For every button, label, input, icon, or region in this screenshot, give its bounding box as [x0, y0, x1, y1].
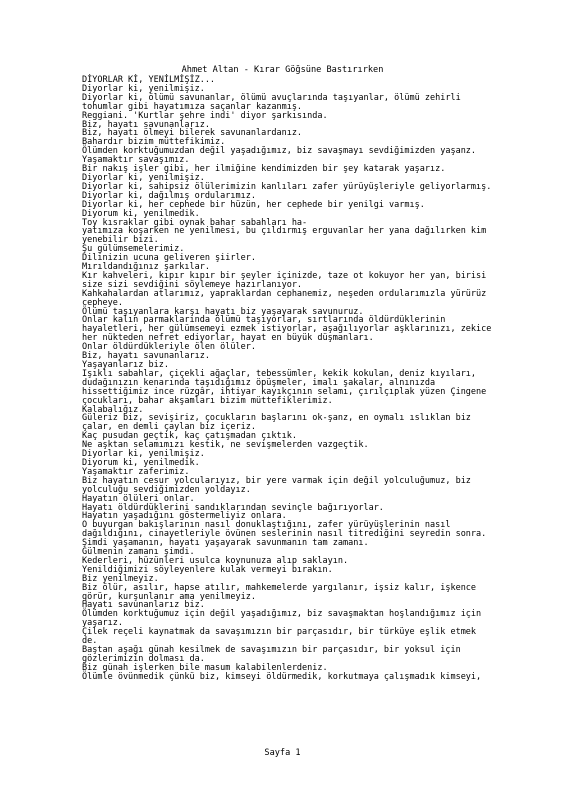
- text-line: Biz ölür, asılır, hapse atılır, mahkemelerde yargılanır, işsiz kalır, işkence: [82, 582, 477, 593]
- text-line: tohumlar gibi hayatımıza saçanlar kazanmış.: [82, 101, 303, 112]
- text-line: Dilinizin ucuna geliveren şiirler.: [82, 253, 256, 264]
- text-line: Bir nakış işler gibi, her ilmiğine kendimizden bir şey katarak yaşarız.: [82, 164, 446, 175]
- text-line: Diyorum ki, yenilmedik.: [82, 457, 200, 468]
- text-line: yolculuğu sevdiğimizden yoldayız.: [82, 484, 251, 495]
- text-line: Diyorlar ki, dağılmış ordularımız.: [82, 190, 256, 201]
- text-line: Yenildiğimizi söyleyenlere kulak vermeyi bırakın.: [82, 564, 333, 575]
- text-line: Bahardır bizim müttefikimiz.: [82, 137, 226, 148]
- text-line: cepheye.: [82, 297, 123, 308]
- text-line: her nükteden nefret ediyorlar, hayat en büyük düşmanları.: [82, 333, 374, 344]
- text-line: Biz, hayatı savunanlarız.: [82, 351, 210, 362]
- text-line: DİYORLAR Kİ, YENİLMİŞİZ...: [82, 75, 216, 85]
- text-line: Yaşayanlarız biz.: [82, 360, 169, 370]
- text-line: görür, kurşunlanır ama yenilmeyiz.: [82, 591, 256, 602]
- text-line: Ölümden korktuğumuz için değil yaşadığımız, biz savaşmaktan hoşlandığımız için: [82, 609, 482, 620]
- text-line: Mırıldandığınız şarkılar.: [82, 262, 210, 273]
- text-line: Diyorlar ki, her cephede bir hüzün, her cephede bir yenilgi varmış.: [82, 199, 425, 210]
- text-line: Hayatın ölüleri onlar.: [82, 493, 195, 504]
- text-line: Şu gülümsemelerimiz.: [82, 244, 185, 255]
- text-line: yaşarız.: [82, 618, 123, 629]
- text-line: Kederleri, hüzünleri usulca koynunuza alıp saklayın.: [82, 555, 349, 566]
- text-line: Diyorlar ki, sahipsiz ölülerimizin kanlıları zafer yürüyüşleriyle geliyorlarmış.: [82, 181, 492, 192]
- text-line: Onlar öldürdükleriyle ölen ölüler.: [82, 342, 256, 353]
- text-line: Kaç pusudan geçtik, kaç çatışmadan çıktık.: [82, 431, 297, 442]
- text-line: Baştan aşağı günah kesilmek de savaşımızın bir parçasıdır, bir yoksul için: [82, 645, 461, 655]
- text-line: Biz hayatın cesur yolcularıyız, bir yere varmak için değil yolculuğumuz, biz: [82, 475, 471, 486]
- text-line: hayaletleri, her gülümsemeyi ezmek istiyorlar, aşağılıyorlar aşklarınızı, zekice: [82, 324, 492, 335]
- text-line: çocukları, bahar akşamları bizim müttefiklerimiz.: [82, 395, 333, 406]
- text-line: Biz, hayatı ölmeyi bilerek savunanlardanız.: [82, 128, 303, 139]
- text-line: dudağınızın kenarında taşıdığımız öpüşmeler, imalı şakalar, alnınızda: [82, 377, 436, 388]
- text-line: Ölümle övünmedik çünkü biz, kimseyi öldürmedik, korkutmaya çalışmadık kimseyi,: [82, 671, 482, 682]
- text-line: hissettiğimiz ince rüzgâr, ihtiyar kayıkçının selamı, çırılçıplak yüzen Çingene: [82, 386, 487, 397]
- text-line: Biz, hayatı savunanlarız.: [82, 119, 210, 130]
- text-line: Kır kahveleri, kıpır kıpır bir şeyler içinizde, taze ot kokuyor her yan, birisi: [82, 270, 487, 281]
- text-line: Biz günah işlerken bile masum kalabilenlerdeniz.: [82, 662, 328, 673]
- text-line: Hayatı savunanlarız biz.: [82, 600, 205, 611]
- text-line: Biz yenilmeyiz.: [82, 573, 159, 584]
- text-line: Onlar kalın parmaklarında ölümü taşıyorlar, sırtlarında öldürdüklerinin: [82, 315, 446, 326]
- text-line: yenebilir bizi.: [82, 235, 159, 246]
- text-line: Yaşamaktır zaferimiz.: [82, 466, 190, 477]
- text-line: Diyorlar ki, yenilmişiz.: [82, 172, 205, 183]
- document-title: Ahmet Altan - Kırar Göğsüne Bastırırken: [181, 65, 384, 75]
- text-line: Gülmenin zamanı şimdi.: [82, 547, 195, 558]
- text-line: Toy kısraklar gibi oynak bahar sabahları ha-: [82, 217, 308, 228]
- text-line: Güleriz biz, sevişiriz, çocukların başlarını ok-şanz, en oymalı ıslıklan biz: [82, 413, 471, 424]
- text-line: O buyurgan bakışlarının nasıl donuklaştığını, zafer yürüyüşlerinin nasıl: [82, 520, 451, 531]
- text-line: Yaşamaktır savaşımız.: [82, 155, 190, 166]
- text-line: Diyorlar ki, ölümü savunanlar, ölümü avuçlarında taşıyanlar, ölümü zehirli: [82, 92, 461, 103]
- text-line: yatımıza koşarken ne yenilmesi, bu çıldırmış erguvanlar her yana dağılırken kim: [82, 226, 487, 237]
- text-line: Diyorum ki, yenilmedik.: [82, 208, 200, 219]
- text-line: Diyorlar ki, yenilmişiz.: [82, 449, 205, 460]
- text-line: çalar, en demli çaylan biz içeriz.: [82, 422, 256, 433]
- text-line: Kahkahalardan atlarımız, yapraklardan cephanemiz, neşeden ordularımızla yürürüz: [82, 288, 487, 299]
- text-line: Kalabalığız.: [82, 404, 144, 415]
- text-line: gözlerimizin dolması da.: [82, 653, 205, 664]
- text-line: Hayatı öldürdüklerini sandıklarından sevinçle bağırıyorlar.: [82, 502, 384, 513]
- text-line: Reggiani. 'Kurtlar şehre indi' diyor şarkısında.: [82, 110, 328, 121]
- text-line: dağıldığını, cinayetleriyle övünen seslerinin nasıl titrediğini seyredin sonra.: [82, 529, 487, 540]
- text-line: Çilek reçeli kaynatmak da savaşımızın bir parçasıdır, bir türküye eşlik etmek: [82, 627, 477, 638]
- text-line: Diyorlar ki, yenilmişiz.: [82, 83, 205, 94]
- document-body: [82, 76, 552, 682]
- text-line: Işıklı sabahlar, çiçekli ağaçlar, tebessümler, kekik kokulan, deniz kıyıları,: [82, 368, 477, 379]
- text-line: Ölümü taşıyanlara karşı hayatı biz yaşayarak savunuruz.: [82, 306, 364, 317]
- text-line: Hayatın yaşadığını göstermeliyiz onlara.: [82, 511, 287, 522]
- text-line: Şimdi yaşamanın, hayatı yaşayarak savunmanın tam zamanı.: [82, 538, 369, 549]
- text-line: Ne aşktan selamımızı kestik, ne sevişmelerden vazgeçtik.: [82, 440, 369, 451]
- text-line: Ölümden korktuğumuzdan değil yaşadığımız, biz savaşmayı sevdiğimizden yaşanz.: [82, 146, 477, 157]
- page-number-footer: Sayfa 1: [264, 748, 301, 758]
- text-line: size sizi sevdiğini söylemeye hazırlanıyor.: [82, 279, 303, 290]
- text-line: de.: [82, 636, 98, 647]
